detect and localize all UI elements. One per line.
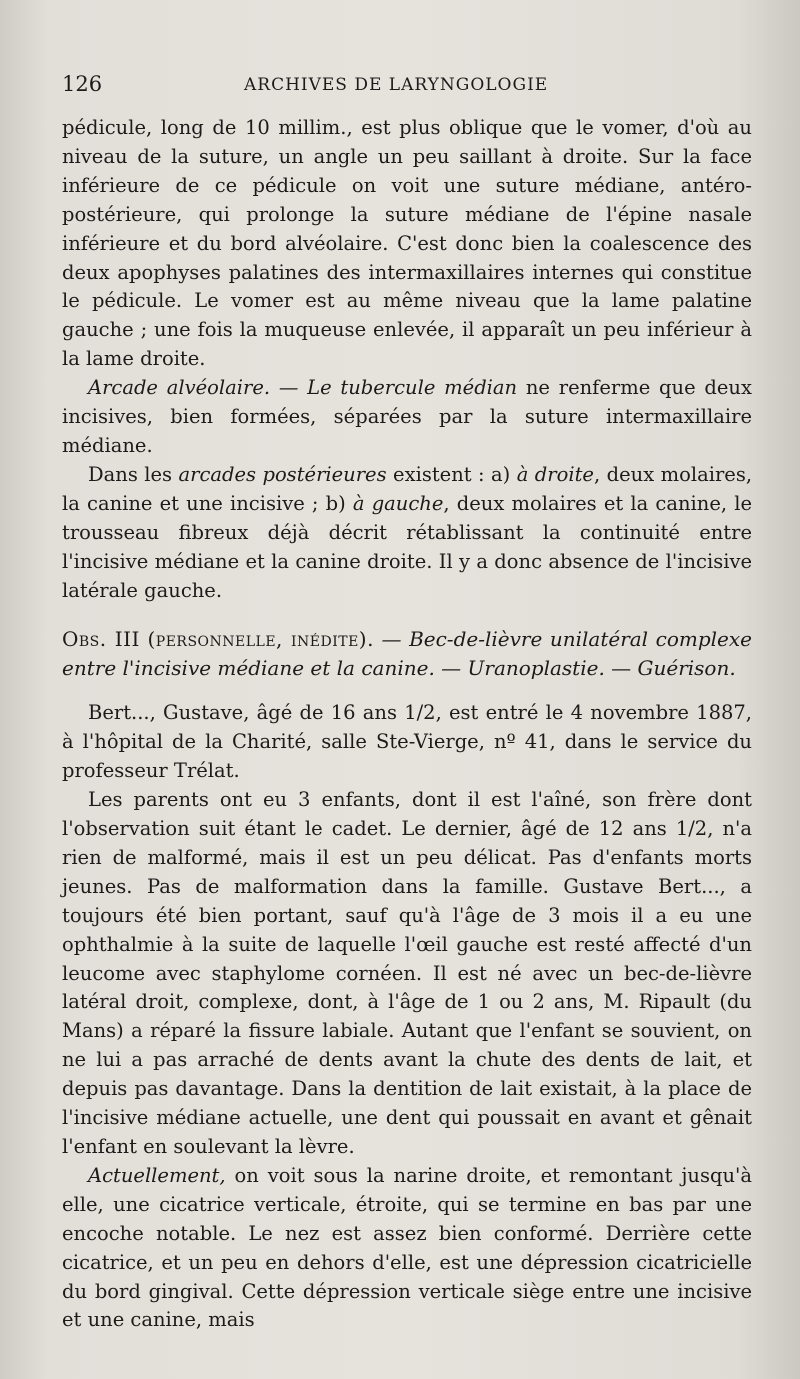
paragraph-patient-intro: Bert..., Gustave, âgé de 16 ans 1/2, est entré le 4 novembre 1887, à l'hôpital de la Charité, salle Ste-Vierge, nº 41, dans le service du professeur Trélat.: [62, 701, 752, 783]
paragraph-text: ne renferme que deux incisives, bien formées, séparées par la suture intermaxillaire médiane.: [62, 376, 752, 457]
paragraph-lead-italic: Arcade alvéolaire. — Le tubercule médian: [88, 376, 518, 400]
text-run: , deux molaires, la canine et une incisive ; b): [62, 462, 753, 515]
page-header: [62, 72, 752, 102]
paragraph-arcade-alveolaire: [62, 374, 752, 461]
page-number: 126: [62, 72, 103, 96]
text-run: existent : a): [386, 462, 517, 486]
text-run: Dans les: [88, 462, 179, 486]
paragraph-current-state: [62, 1162, 752, 1335]
italic-run: à gauche: [352, 491, 444, 515]
italic-run: à droite: [516, 462, 594, 486]
running-title: ARCHIVES DE LARYNGOLOGIE: [244, 75, 549, 95]
observation-heading: [62, 625, 752, 683]
paragraph-arcades-posterieures: [62, 461, 752, 606]
text-run: , deux molaires et la canine, le trousseau fibreux déjà décrit rétablissant la continuité entre l'incisive médiane et la canine droite. Il y a donc absence de l'incisive latérale gauche.: [62, 491, 753, 602]
observation-source: (personnelle, inédite).: [147, 627, 374, 652]
paragraph-text: on voit sous la narine droite, et remontant jusqu'à elle, une cicatrice verticale, étroite, qui se termine en bas par une encoche notable. Le nez est assez bien conformé. Derrière cette cicatrice, et un peu en dehors d'elle, est une dépression cicatricielle du bord gingival. Cette dépression verticale siège entre une incisive et une canine, mais: [62, 1163, 752, 1332]
paragraph-family-history: Les parents ont eu 3 enfants, dont il est l'aîné, son frère dont l'observation suit étant le cadet. Le dernier, âgé de 12 ans 1/2, n'a rien de malformé, mais il est un peu délicat. Pas d'enfants morts jeunes. Pas de malformation dans la famille. Gustave Bert..., a toujours été bien portant, sauf qu'à l'âge de 3 mois il a eu une ophthalmie à la suite de laquelle l'œil gauche est resté affecté d'un leucome avec staphylome cornéen. Il est né avec un bec-de-lièvre latéral droit, complexe, dont, à l'âge de 1 ou 2 ans, M. Ripault (du Mans) a réparé la fissure labiale. Autant que l'enfant se souvient, on ne lui a pas arraché de dents avant la chute des dents de lait, et depuis pas davantage. Dans la dentition de lait existait, à la place de l'incisive médiane actuelle, une dent qui poussait en avant et gênait l'enfant en soulevant la lèvre.: [62, 788, 752, 1158]
paragraph-lead-italic: Actuellement,: [88, 1163, 226, 1187]
italic-run: arcades postérieures: [178, 462, 387, 486]
observation-label: Obs. III: [62, 627, 140, 652]
body-text: [62, 114, 752, 1335]
paragraph-continuation: pédicule, long de 10 millim., est plus oblique que le vomer, d'où au niveau de la suture, un angle un peu saillant à droite. Sur la face inférieure de ce pédicule on voit une suture médiane, antéro-postérieure, qui prolonge la suture médiane de l'épine nasale inférieure et du bord alvéolaire. C'est donc bien la coalescence des deux apophyses palatines des intermaxillaires internes qui constitue le pédicule. Le vomer est au même niveau que la lame palatine gauche ; une fois la muqueuse enlevée, il apparaît un peu inférieur à la lame droite.: [62, 116, 752, 371]
observation-title: — Bec-de-lièvre unilatéral complexe entre l'incisive médiane et la canine. — Uranoplastie. — Guérison.: [62, 627, 752, 681]
